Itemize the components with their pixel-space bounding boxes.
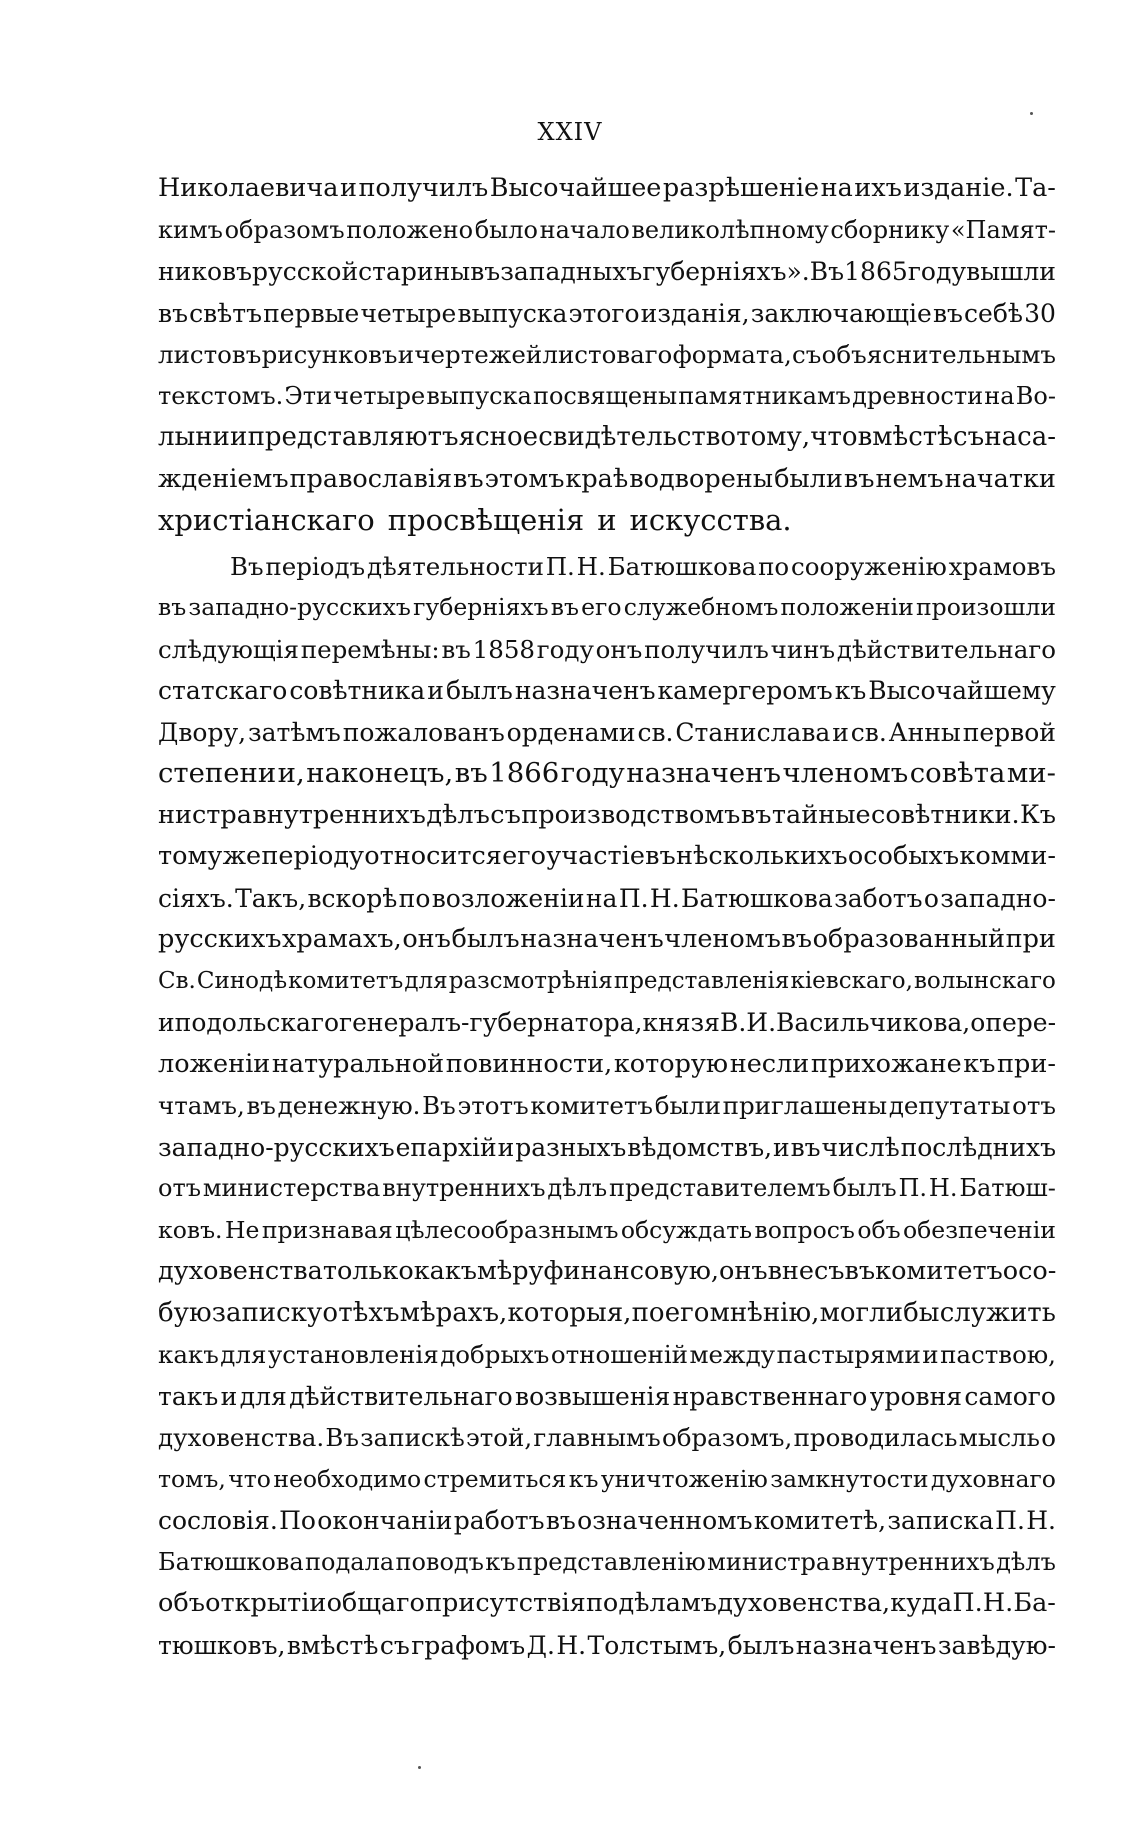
text-line: слѣдующія перемѣны: въ 1858 году онъ получилъ чинъ дѣйствительнаго [158,634,1056,664]
text-line: кимъ образомъ положено было начало великолѣпному сборнику «Памят- [158,215,1056,244]
text-line: тюшковъ, вмѣстѣ съ графомъ Д. Н. Толстымъ, былъ назначенъ завѣдую- [158,1630,1056,1660]
text-line: христіанскаго просвѣщенія и искусства. [158,503,792,537]
text-line: какъ для установленія добрыхъ отношеній между пастырями и паствою, [158,1340,1056,1369]
text-line: въ западно-русскихъ губерніяхъ въ его служебномъ положеніи произошли [158,593,1056,621]
text-line: никовъ русской старины въ западныхъ губерніяхъ». Въ 1865 году вышли [158,257,1056,286]
text-line: ложеніи натуральной повинности, которую несли прихожане къ при- [158,1048,1056,1079]
text-line: русскихъ храмахъ, онъ былъ назначенъ членомъ въ образованный при [158,924,1056,954]
text-line: сословія. По окончаніи работъ въ означенномъ комитетѣ, записка П. Н. [158,1506,1056,1535]
text-line: сіяхъ. Такъ, вскорѣ по возложеніи на П. Н. Батюшкова заботъ о западно- [158,883,1056,913]
page-number: XXIV [537,118,603,146]
text-line: тому же періоду относится его участіе въ нѣсколькихъ особыхъ комми- [158,841,1056,871]
text-line: такъ и для дѣйствительнаго возвышенія нравственнаго уровня самого [158,1381,1056,1411]
text-line: духовенства. Въ запискѣ этой, главнымъ образомъ, проводилась мысль о [158,1423,1056,1452]
text-line: Св. Синодѣ комитетъ для разсмотрѣнія представленія кіевскаго, волынскаго [158,967,1056,994]
text-line: листовъ рисунковъ и чертежей листоваго формата, съ объяснительнымъ [158,340,1056,369]
text-line: жденіемъ православія въ этомъ краѣ водворены были въ немъ начатки [158,463,1056,494]
text-line: отъ министерства внутреннихъ дѣлъ представителемъ былъ П. Н. Батюш- [158,1174,1056,1202]
text-line: томъ, что необходимо стремиться къ уничтоженію замкнутости духовнаго [158,1464,1056,1493]
scan-speck [418,1766,421,1769]
body-text [158,168,1056,1666]
text-line: духовенства только какъ мѣру финансовую, онъ внесъ въ комитетъ осо- [158,1256,1056,1286]
text-line: бую записку о тѣхъ мѣрахъ, которыя, по его мнѣнію, могли бы служить [158,1297,1056,1328]
text-line: статскаго совѣтника и былъ назначенъ камергеромъ къ Высочайшему [158,676,1056,705]
text-line: Николаевича и получилъ Высочайшее разрѣшеніе на ихъ изданіе. Та- [158,173,1056,203]
text-line: Батюшкова подала поводъ къ представленію министра внутреннихъ дѣлъ [158,1547,1056,1576]
text-line: западно-русскихъ епархій и разныхъ вѣдомствъ, и въ числѣ послѣднихъ [158,1132,1056,1162]
scan-speck [1030,112,1033,115]
text-line: чтамъ, въ денежную. Въ этотъ комитетъ были приглашены депутаты отъ [158,1091,1056,1120]
text-line: Двору, затѣмъ пожалованъ орденами св. Станислава и св. Анны первой [158,717,1056,747]
text-line: Въ періодъ дѣятельности П. Н. Батюшкова по сооруженію храмовъ [230,551,1056,581]
text-line: лыни и представляютъ ясное свидѣтельство тому, что вмѣстѣ съ наса- [158,422,1056,452]
text-line: и подольскаго генералъ-губернатора, князя В. И. Васильчикова, о пере- [158,1008,1056,1037]
text-line: текстомъ. Эти четыре выпуска посвящены памятникамъ древности на Во- [158,381,1056,410]
text-line: нистра внутреннихъ дѣлъ съ производствомъ въ тайные совѣтники. Къ [158,799,1056,830]
text-line: ковъ. Не признавая цѣлесообразнымъ обсуждать вопросъ объ обезпеченіи [158,1215,1056,1244]
text-line: въ свѣтъ первые четыре выпуска этого изданія, заключающіе въ себѣ 30 [158,298,1056,328]
text-line: степени и, наконецъ, въ 1866 году назначенъ членомъ совѣта ми- [158,757,1056,789]
text-line: объ открытіи общаго присутствія по дѣламъ духовенства, куда П. Н. Ба- [158,1588,1056,1618]
